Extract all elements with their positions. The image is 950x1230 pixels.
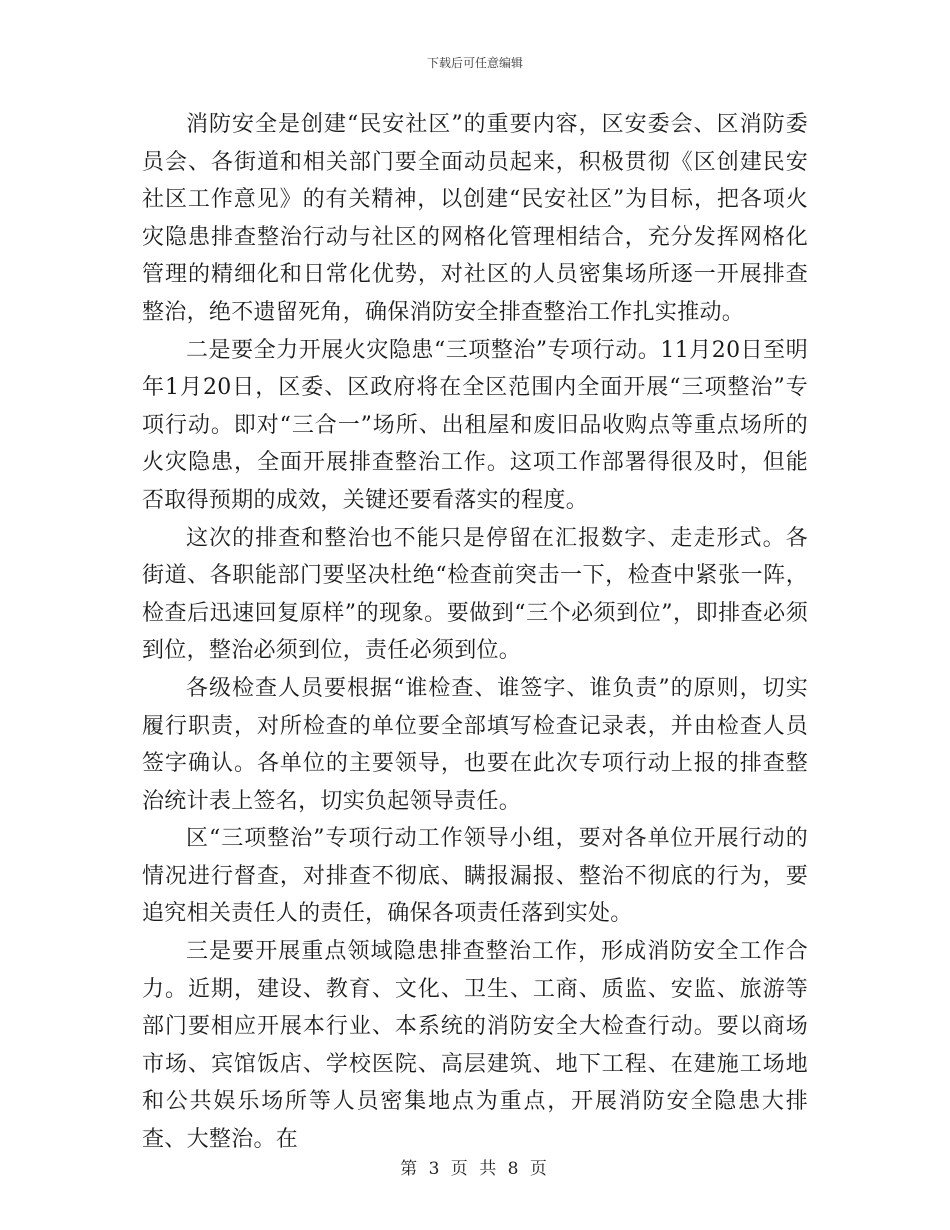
paragraph-5: 区“三项整治”专项行动工作领导小组，要对各单位开展行动的情况进行督查，对排查不彻底、瞒报漏报、整治不彻底的行为，要追究相关责任人的责任，确保各项责任落到实处。 <box>142 826 808 927</box>
paragraph-3: 这次的排查和整治也不能只是停留在汇报数字、走走形式。各街道、各职能部门要坚决杜绝“检查前突击一下，检查中紧张一阵，检查后迅速回复原样”的现象。要做到“三个必须到位”，即排查必须到位，整治必须到位，责任必须到位。 <box>142 525 808 664</box>
page-number-footer: 第 3 页 共 8 页 <box>400 1159 550 1179</box>
paragraph-4: 各级检查人员要根据“谁检查、谁签字、谁负责”的原则，切实履行职责，对所检查的单位要全部填写检查记录表，并由检查人员签字确认。各单位的主要领导，也要在此次专项行动上报的排查整治统计表上签名，切实负起领导责任。 <box>142 675 808 814</box>
document-body <box>142 106 808 1159</box>
paragraph-2: 二是要全力开展火灾隐患“三项整治”专项行动。11月20日至明年1月20日，区委、区政府将在全区范围内全面开展“三项整治”专项行动。即对“三合一”场所、出租屋和废旧品收购点等重点场所的火灾隐患，全面开展排查整治工作。这项工作部署得很及时，但能否取得预期的成效，关键还要看落实的程度。 <box>142 337 808 513</box>
paragraph-1: 消防安全是创建“民安社区”的重要内容，区安委会、区消防委员会、各街道和相关部门要全面动员起来，积极贯彻《区创建民安社区工作意见》的有关精神，以创建“民安社区”为目标，把各项火灾隐患排查整治行动与社区的网格化管理相结合，充分发挥网格化管理的精细化和日常化优势，对社区的人员密集场所逐一开展排查整治，绝不遗留死角，确保消防安全排查整治工作扎实推动。 <box>142 112 808 325</box>
page-header: 下载后可任意编辑 <box>426 56 523 70</box>
paragraph-6: 三是要开展重点领域隐患排查整治工作，形成消防安全工作合力。近期，建设、教育、文化、卫生、工商、质监、安监、旅游等部门要相应开展本行业、本系统的消防安全大检查行动。要以商场市场、宾馆饭店、学校医院、高层建筑、地下工程、在建施工场地和公共娱乐场所等人员密集地点为重点，开展消防安全隐患大排查、大整治。在 <box>142 939 808 1153</box>
